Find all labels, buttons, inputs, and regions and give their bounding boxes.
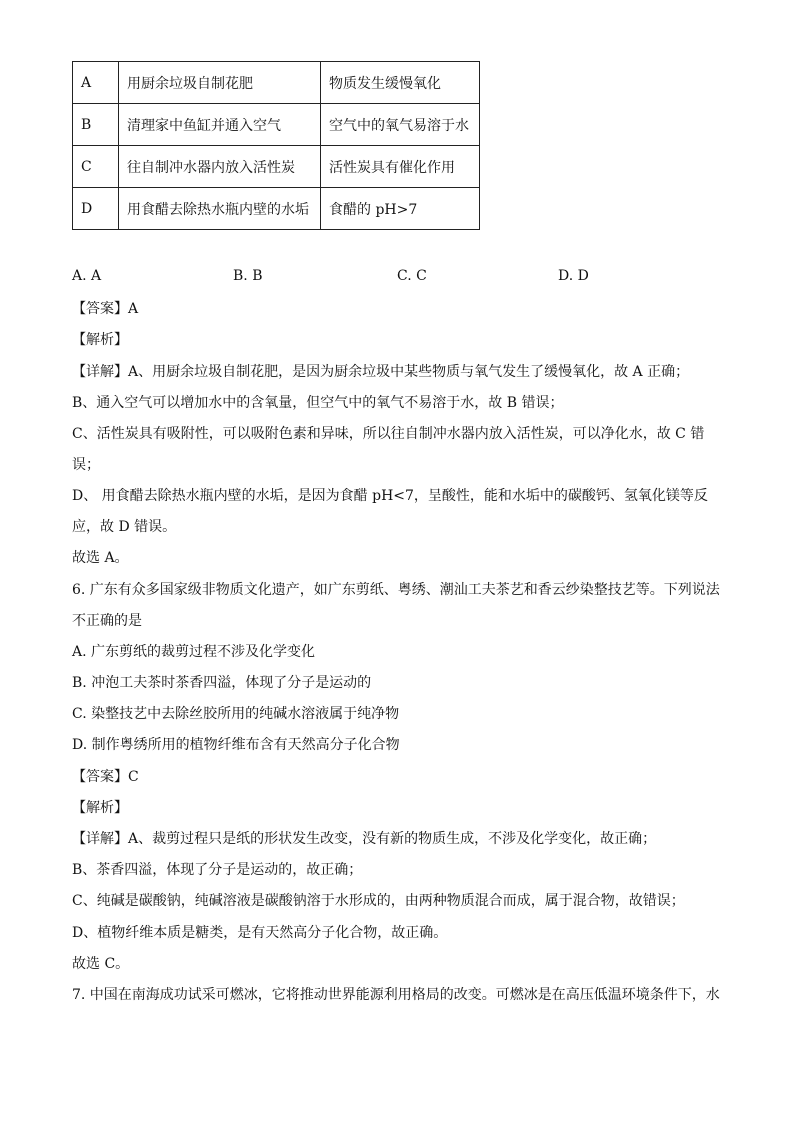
- options-table: [72, 61, 480, 230]
- q5-detail-line: 应，故 D 错误。: [72, 519, 177, 535]
- q6-detail-line: B、茶香四溢，体现了分子是运动的，故正确；: [72, 862, 363, 878]
- row-action: 往自制冲水器内放入活性炭: [119, 146, 321, 188]
- q5-conclusion: 故选 A。: [72, 550, 129, 566]
- q5-analysis-heading: 【解析】: [72, 332, 128, 348]
- row-action: 用厨余垃圾自制花肥: [119, 62, 321, 104]
- q6-stem-line: 不正确的是: [72, 613, 142, 629]
- row-reason: 物质发生缓慢氧化: [321, 62, 480, 104]
- q6-conclusion: 故选 C。: [72, 956, 130, 972]
- q7-stem-line: 7. 中国在南海成功试采可燃冰，它将推动世界能源利用格局的改变。可燃冰是在高压低温环境条件下，水: [72, 987, 720, 1003]
- q5-answer: 【答案】A: [72, 301, 139, 317]
- q6-detail-line: D、植物纤维本质是糖类，是有天然高分子化合物，故正确。: [72, 925, 448, 941]
- q6-option-a: A. 广东剪纸的裁剪过程不涉及化学变化: [72, 644, 316, 660]
- choice-b: B. B: [233, 268, 263, 284]
- q5-detail-line: 误；: [72, 457, 100, 473]
- q5-detail-line: B、通入空气可以增加水中的含氧量，但空气中的氧气不易溶于水，故 B 错误；: [72, 395, 564, 411]
- table-row: [73, 146, 480, 188]
- q6-detail-line: C、纯碱是碳酸钠，纯碱溶液是碳酸钠溶于水形成的，由两种物质混合而成，属于混合物，故错误；: [72, 893, 685, 909]
- q6-option-c: C. 染整技艺中去除丝胶所用的纯碱水溶液属于纯净物: [72, 706, 400, 722]
- q6-analysis-heading: 【解析】: [72, 800, 128, 816]
- q5-detail-line: D、 用食醋去除热水瓶内壁的水垢，是因为食醋 pH<7，呈酸性，能和水垢中的碳酸钙、氢氧化镁等反: [72, 488, 708, 504]
- row-label: D: [73, 188, 119, 230]
- q6-option-b: B. 冲泡工夫茶时茶香四溢，体现了分子是运动的: [72, 675, 372, 691]
- q5-choices: [72, 268, 732, 288]
- row-reason: 食醋的 pH>7: [321, 188, 480, 230]
- row-action: 清理家中鱼缸并通入空气: [119, 104, 321, 146]
- row-reason: 空气中的氧气易溶于水: [321, 104, 480, 146]
- q5-detail-line: 【详解】A、用厨余垃圾自制花肥，是因为厨余垃圾中某些物质与氧气发生了缓慢氧化，故 A 正确；: [72, 364, 690, 380]
- table-row: [73, 62, 480, 104]
- row-label: B: [73, 104, 119, 146]
- q6-option-d: D. 制作粤绣所用的植物纤维布含有天然高分子化合物: [72, 737, 400, 753]
- choice-c: C. C: [397, 268, 427, 284]
- q6-stem-line: 6. 广东有众多国家级非物质文化遗产，如广东剪纸、粤绣、潮汕工夫茶艺和香云纱染整技艺等。下列说法: [72, 582, 720, 598]
- q6-detail-line: 【详解】A、裁剪过程只是纸的形状发生改变，没有新的物质生成，不涉及化学变化，故正确；: [72, 831, 657, 847]
- table-row: [73, 104, 480, 146]
- choice-d: D. D: [558, 268, 589, 284]
- row-reason: 活性炭具有催化作用: [321, 146, 480, 188]
- row-action: 用食醋去除热水瓶内壁的水垢: [119, 188, 321, 230]
- q6-answer: 【答案】C: [72, 769, 139, 785]
- table-row: [73, 188, 480, 230]
- choice-a: A. A: [72, 268, 102, 284]
- row-label: C: [73, 146, 119, 188]
- q5-detail-line: C、活性炭具有吸附性，可以吸附色素和异味，所以往自制冲水器内放入活性炭，可以净化水，故 C 错: [72, 426, 705, 442]
- row-label: A: [73, 62, 119, 104]
